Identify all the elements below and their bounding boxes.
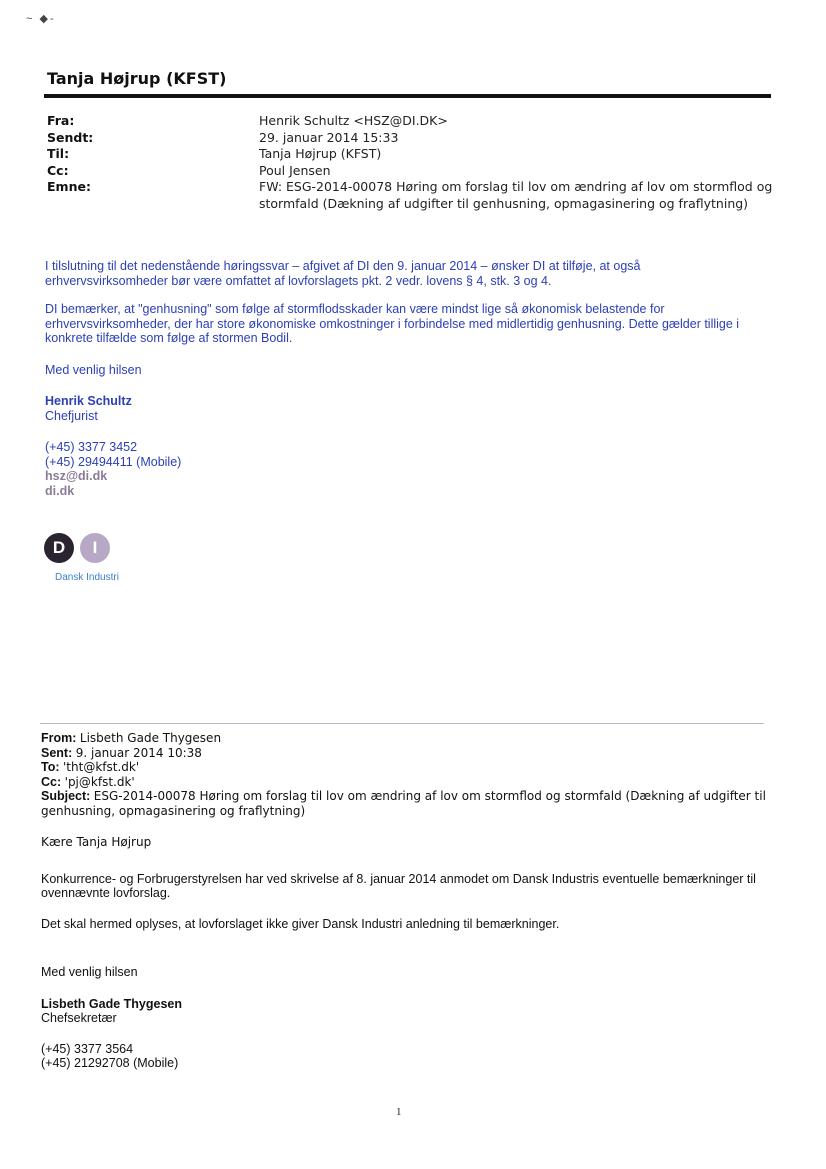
logo-circles — [44, 533, 164, 563]
meta-value-cc: Poul Jensen — [259, 162, 331, 178]
body-closing: Med venlig hilsen — [45, 362, 142, 377]
signature-web-link[interactable]: di.dk — [45, 483, 75, 498]
forward-sent-row — [41, 746, 771, 761]
signature-mobile: (+45) 29494411 (Mobile) — [45, 454, 182, 469]
forward-sent-label: Sent: — [41, 745, 73, 760]
email-body — [45, 259, 765, 498]
signature-email-link[interactable]: hsz@di.dk — [45, 469, 108, 483]
meta-value-sent: 29. januar 2014 15:33 — [259, 129, 399, 145]
signature-title: Chefjurist — [45, 408, 98, 423]
meta-value-from: Henrik Schultz <HSZ@DI.DK> — [259, 113, 448, 128]
body-paragraph-1: I tilslutning til det nedenstående høringssvar – afgivet af DI den 9. januar 2014 – ønsker DI at tilføje, at også erhvervsvirksomheder bør være omfattet af lovforslagets pkt. 2 vedr. lovens § 4, stk. 3 og 4. — [45, 259, 641, 288]
forward-from-value: Lisbeth Gade Thygesen — [79, 731, 222, 745]
forward-from-row — [41, 731, 771, 746]
meta-label-cc: Cc: — [47, 162, 69, 178]
mailbox-owner-name: Tanja Højrup (KFST) — [47, 69, 227, 88]
dansk-industri-logo — [44, 533, 164, 583]
header-rule — [44, 94, 771, 98]
scan-marks: ~ ◆- — [26, 13, 56, 25]
signature-name: Henrik Schultz — [45, 394, 132, 408]
forward-greeting: Kære Tanja Højrup — [41, 835, 152, 849]
forward-closing: Med venlig hilsen — [41, 965, 138, 979]
forward-divider — [40, 723, 764, 724]
meta-row-cc — [47, 163, 777, 180]
forward-to-row — [41, 760, 771, 775]
forward-header — [41, 731, 771, 818]
forward-to-value: 'tht@kfst.dk' — [63, 760, 140, 774]
forward-signature-name: Lisbeth Gade Thygesen — [41, 996, 183, 1011]
forward-cc-value: 'pj@kfst.dk' — [64, 774, 135, 789]
forward-sent-value: 9. januar 2014 10:38 — [75, 745, 202, 760]
forward-signature-phone: (+45) 3377 3564 — [41, 1041, 134, 1056]
email-meta — [47, 113, 777, 212]
forward-subject-row — [41, 789, 771, 818]
meta-row-from — [47, 113, 777, 130]
meta-label-subject: Emne: — [47, 179, 91, 194]
meta-row-to — [47, 146, 777, 163]
forward-subject-value: ESG-2014-00078 Høring om forslag til lov om ændring af lov om stormflod og stormfald (Dækning af udgifter til genhusning, opmagasinering og fraflytning) — [41, 789, 766, 818]
logo-i-circle: I — [80, 533, 110, 563]
meta-row-sent — [47, 130, 777, 147]
forward-cc-label: Cc: — [41, 774, 62, 789]
page-number: 1 — [396, 1106, 402, 1118]
body-paragraph-2: DI bemærker, at "genhusning" som følge af stormflodsskader kan være mindst lige så økonomisk belastende for erhvervsvirksomheder, der har store økonomiske omkostninger i forbindelse med midlertidig genhusning. Dette gælder tillige i konkrete tilfælde som følge af stormen Bodil. — [45, 302, 740, 345]
meta-label-sent: Sendt: — [47, 129, 94, 145]
forward-from-label: From: — [41, 731, 77, 745]
forward-to-label: To: — [41, 760, 60, 774]
forward-paragraph-2: Det skal hermed oplyses, at lovforslaget ikke giver Dansk Industri anledning til bemærkninger. — [41, 916, 560, 931]
meta-value-subject: FW: ESG-2014-00078 Høring om forslag til lov om ændring af lov om stormflod og stormfald (Dækning af udgifter til genhusning, opmagasinering og fraflytning) — [259, 179, 773, 211]
forward-paragraph-1: Konkurrence- og Forbrugerstyrelsen har ved skrivelse af 8. januar 2014 anmodet om Dansk Industris eventuelle bemærkninger til ovennævnte lovforslag. — [41, 871, 756, 900]
signature-phone: (+45) 3377 3452 — [45, 440, 138, 454]
forwarded-message — [41, 731, 771, 1071]
logo-text: Dansk Industri — [55, 572, 119, 583]
forward-signature-mobile: (+45) 21292708 (Mobile) — [41, 1056, 179, 1070]
forward-cc-row — [41, 775, 771, 790]
meta-label-to: Til: — [47, 146, 70, 161]
meta-label-from: Fra: — [47, 113, 75, 128]
meta-value-to: Tanja Højrup (KFST) — [259, 146, 382, 161]
forward-subject-label: Subject: — [41, 789, 91, 803]
logo-d-circle: D — [44, 533, 74, 563]
forward-signature-title: Chefsekretær — [41, 1011, 117, 1025]
meta-row-subject — [47, 179, 777, 212]
